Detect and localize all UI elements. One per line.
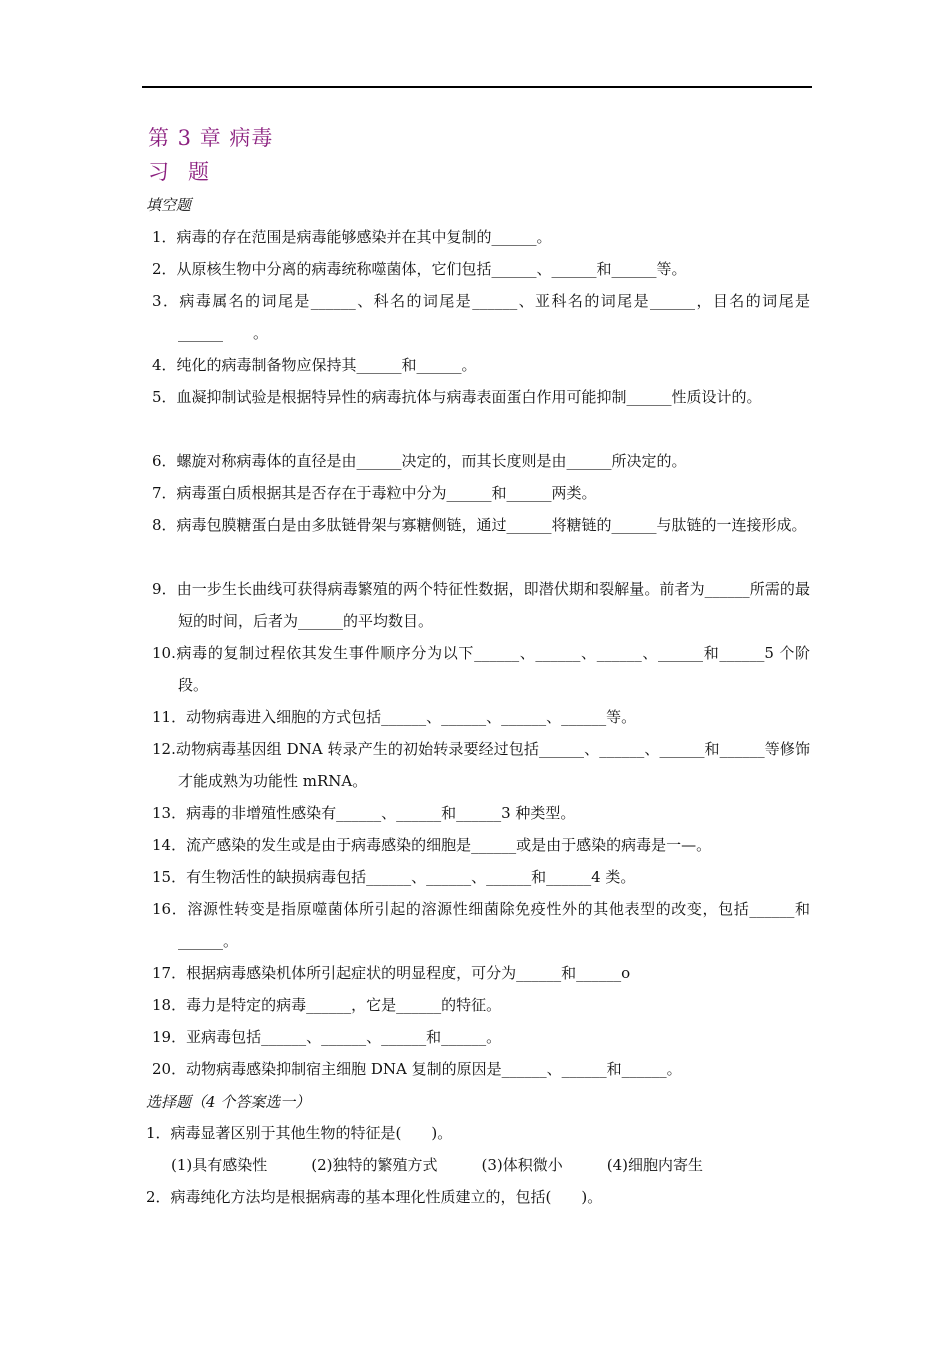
question-item: 15．有生物活性的缺损病毒包括______、______、______和______4 类。 bbox=[152, 868, 636, 886]
choice-option: (1)具有感染性 bbox=[171, 1156, 268, 1174]
question-item: 8．病毒包膜糖蛋白是由多肽链骨架与寡糖侧链，通过______将糖链的______与肽链的一连接形成。 bbox=[152, 516, 807, 534]
question-item: 10.病毒的复制过程依其发生事件顺序分为以下______、______、______、______和______5 个阶段。 bbox=[152, 644, 810, 694]
question-item: 12.动物病毒基因组 DNA 转录产生的初始转录要经过包括______、______、______和______等修饰才能成熟为功能性 mRNA。 bbox=[152, 740, 810, 790]
question-item: 17．根据病毒感染机体所引起症状的明显程度，可分为______和______o bbox=[152, 964, 631, 982]
question-item: 9．由一步生长曲线可获得病毒繁殖的两个特征性数据，即潜伏期和裂解量。前者为______所需的最短的时间，后者为______的平均数目。 bbox=[152, 580, 810, 630]
question-item: 1．病毒的存在范围是病毒能够感染并在其中复制的______。 bbox=[152, 228, 552, 246]
chapter-title: 第 3 章 病毒 bbox=[148, 126, 274, 150]
choice-option: (3)体积微小 bbox=[481, 1156, 563, 1174]
question-item: 2．从原核生物中分离的病毒统称噬菌体，它们包括______、______和______等。 bbox=[152, 260, 687, 278]
choice-option: (4)细胞内寄生 bbox=[606, 1156, 703, 1174]
question-item: 18．毒力是特定的病毒______，它是______的特征。 bbox=[152, 996, 502, 1014]
question-item: 6．螺旋对称病毒体的直径是由______决定的，而其长度则是由______所决定的。 bbox=[152, 452, 687, 470]
choice-question-1: 1．病毒显著区别于其他生物的特征是( )。 bbox=[146, 1124, 453, 1142]
question-item: 5．血凝抑制试验是根据特异性的病毒抗体与病毒表面蛋白作用可能抑制______性质设计的。 bbox=[152, 388, 762, 406]
fill-blank-heading: 填空题 bbox=[146, 196, 192, 214]
choice-option: (2)独特的繁殖方式 bbox=[311, 1156, 438, 1174]
question-item: 11．动物病毒进入细胞的方式包括______、______、______、______等。 bbox=[152, 708, 637, 726]
choice-options bbox=[171, 1149, 747, 1181]
question-item: 4．纯化的病毒制备物应保持其______和______。 bbox=[152, 356, 477, 374]
choice-question-2: 2．病毒纯化方法均是根据病毒的基本理化性质建立的，包括( )。 bbox=[146, 1188, 603, 1206]
question-item: 7．病毒蛋白质根据其是否存在于毒粒中分为______和______两类。 bbox=[152, 484, 597, 502]
question-item: 3．病毒属名的词尾是______、科名的词尾是______、亚科名的词尾是______，目名的词尾是______ 。 bbox=[152, 292, 810, 342]
header-rule bbox=[142, 86, 812, 88]
question-item: 14．流产感染的发生或是由于病毒感染的细胞是______或是由于感染的病毒是一—。 bbox=[152, 836, 712, 854]
question-item: 19．亚病毒包括______、______、______和______。 bbox=[152, 1028, 502, 1046]
exercise-title: 习题 bbox=[148, 160, 228, 184]
question-item: 13．病毒的非增殖性感染有______、______和______3 种类型。 bbox=[152, 804, 576, 822]
question-item: 16．溶源性转变是指原噬菌体所引起的溶源性细菌除免疫性外的其他表型的改变，包括______和______。 bbox=[152, 900, 810, 950]
multiple-choice-heading: 选择题（4 个答案选一） bbox=[146, 1093, 311, 1111]
question-item: 20．动物病毒感染抑制宿主细胞 DNA 复制的原因是______、______和______。 bbox=[152, 1060, 682, 1078]
